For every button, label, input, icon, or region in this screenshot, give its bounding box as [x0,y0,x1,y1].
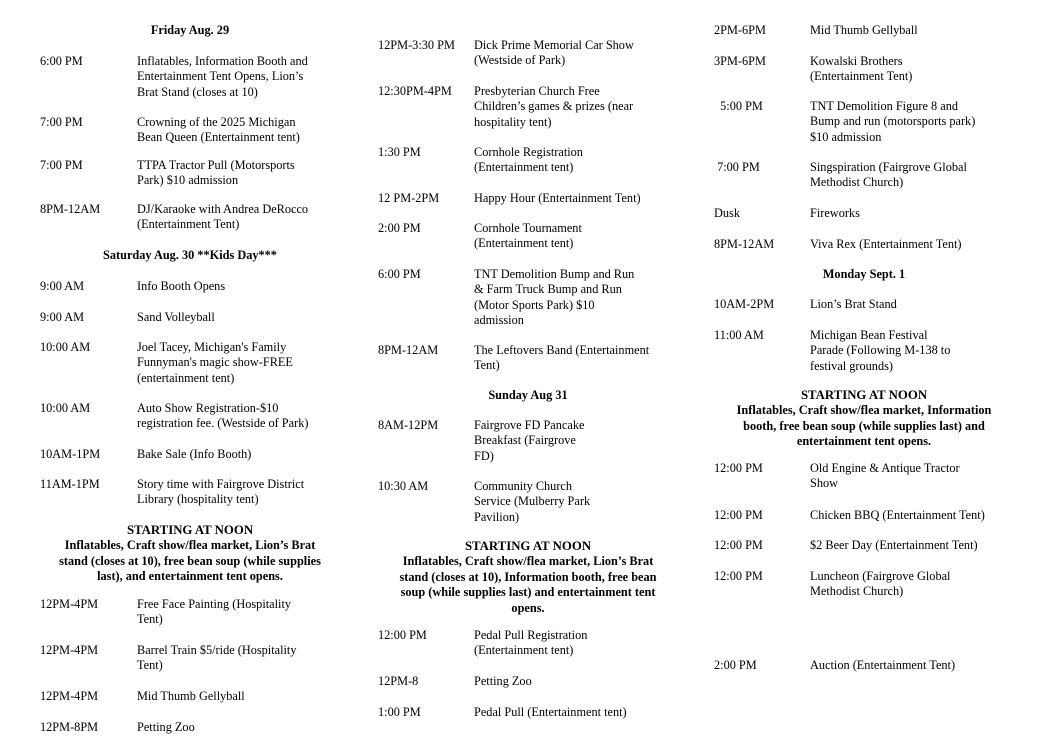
day-heading: Friday Aug. 29 [150,23,230,37]
event-description: Crowning of the 2025 Michigan Bean Queen (Entertainment tent) [137,115,300,145]
event-description: Michigan Bean Festival Parade (Following M-138 to festival grounds) [810,328,951,373]
event-time: 12PM-3:30 PM [378,38,455,52]
block-text: Inflatables, Craft show/flea market, Lion’s Brat stand (closes at 10), free bean soup (while supplies last), and entertainment tent opens. [59,538,321,584]
event-time: Dusk [714,206,740,220]
event-description: Free Face Painting (Hospitality Tent) [137,597,292,627]
event-description: TTPA Tractor Pull (Motorsports Park) $10 admission [137,158,295,188]
event-time: 12 PM-2PM [378,191,440,205]
event-description: DJ/Karaoke with Andrea DeRocco (Entertainment Tent) [137,202,309,232]
event-time: 12PM-4PM [40,643,99,657]
event-description: Mid Thumb Gellyball [137,689,245,703]
event-description: Joel Tacey, Michigan's Family Funnyman's magic show-FREE (entertainment tent) [137,340,293,385]
block-text: Inflatables, Craft show/flea market, Lion’s Brat stand (closes at 10), Information booth, free bean soup (while supplies last) and entertainment tent opens. [399,554,657,615]
event-time: 7:00 PM [40,158,83,172]
event-description: Petting Zoo [137,720,195,734]
event-description: Pedal Pull Registration (Entertainment tent) [474,628,588,658]
event-description: Story time with Fairgrove District Library (hospitality tent) [137,477,305,507]
event-time: 9:00 AM [40,310,85,324]
event-description: Info Booth Opens [137,279,226,293]
event-time: 11:00 AM [714,328,764,342]
block-text: Inflatables, Craft show/flea market, Information booth, free bean soup (while supplies last) and entertainment tent opens. [736,403,992,449]
event-description: Cornhole Tournament (Entertainment tent) [474,221,582,251]
event-description: Dick Prime Memorial Car Show (Westside of Park) [474,38,634,68]
event-time: 8PM-12AM [714,237,775,251]
event-description: Presbyterian Church Free Children’s games & prizes (near hospitality tent) [474,84,634,129]
day-heading: Saturday Aug. 30 **Kids Day*** [103,248,277,262]
event-description: Lion’s Brat Stand [810,297,897,311]
event-description: Mid Thumb Gellyball [810,23,918,37]
event-time: 10:00 AM [40,340,91,354]
event-description: Community Church Service (Mulberry Park Pavilion) [474,479,591,524]
event-description: TNT Demolition Bump and Run & Farm Truck Bump and Run (Motor Sports Park) $10 admission [474,267,635,328]
event-description: Fairgrove FD Pancake Breakfast (Fairgrove FD) [474,418,585,463]
event-time: 1:00 PM [378,705,421,719]
block-title: STARTING AT NOON [464,539,592,553]
event-time: 12:30PM-4PM [378,84,452,98]
event-description: Bake Sale (Info Booth) [137,447,252,461]
block-title: STARTING AT NOON [126,523,254,537]
event-time: 10:30 AM [378,479,429,493]
event-time: 10AM-1PM [40,447,101,461]
event-description: Pedal Pull (Entertainment tent) [474,705,627,719]
block-title: STARTING AT NOON [800,388,928,402]
event-time: 6:00 PM [378,267,421,281]
event-time: 11AM-1PM [40,477,100,491]
event-description: Barrel Train $5/ride (Hospitality Tent) [137,643,297,673]
starting-at-noon-block [378,539,678,616]
schedule-column-1 [40,0,340,750]
event-description: TNT Demolition Figure 8 and Bump and run (motorsports park) $10 admission [810,99,976,144]
event-description: Happy Hour (Entertainment Tent) [474,191,641,205]
event-description: Chicken BBQ (Entertainment Tent) [810,508,985,522]
event-description: $2 Beer Day (Entertainment Tent) [810,538,978,552]
event-description: Petting Zoo [474,674,532,688]
event-time: 3PM-6PM [714,54,766,68]
event-description: Cornhole Registration (Entertainment tent) [474,145,583,175]
event-description: Viva Rex (Entertainment Tent) [810,237,962,251]
event-description: Auto Show Registration-$10 registration fee. (Westside of Park) [137,401,309,431]
event-description: Fireworks [810,206,860,220]
event-time: 8AM-12PM [378,418,439,432]
event-time: 5:00 PM [714,99,763,113]
event-time: 10AM-2PM [714,297,775,311]
starting-at-noon-block [40,523,340,585]
event-description: Luncheon (Fairgrove Global Methodist Church) [810,569,951,599]
event-time: 8PM-12AM [378,343,439,357]
event-description: Kowalski Brothers (Entertainment Tent) [810,54,913,84]
event-time: 12:00 PM [714,569,763,583]
event-time: 6:00 PM [40,54,83,68]
event-time: 2:00 PM [714,658,757,672]
event-time: 12:00 PM [714,461,763,475]
event-time: 2:00 PM [378,221,421,235]
event-time: 12PM-4PM [40,597,99,611]
event-description: Auction (Entertainment Tent) [810,658,956,672]
event-time: 12:00 PM [714,538,763,552]
event-time: 12:00 PM [378,628,427,642]
schedule-column-3 [714,0,1014,750]
event-time: 12:00 PM [714,508,763,522]
event-time: 12PM-8PM [40,720,99,734]
event-time: 8PM-12AM [40,202,101,216]
day-heading: Monday Sept. 1 [822,267,906,281]
event-time: 1:30 PM [378,145,421,159]
event-description: Inflatables, Information Booth and Entertainment Tent Opens, Lion’s Brat Stand (closes at 10) [137,54,308,99]
event-time: 2PM-6PM [714,23,766,37]
event-time: 10:00 AM [40,401,91,415]
event-description: The Leftovers Band (Entertainment Tent) [474,343,650,373]
schedule-column-2 [378,0,678,750]
event-time: 7:00 PM [714,160,760,174]
event-time: 12PM-8 [378,674,419,688]
starting-at-noon-block [714,388,1014,450]
event-time: 7:00 PM [40,115,83,129]
event-description: Sand Volleyball [137,310,215,324]
event-time: 12PM-4PM [40,689,99,703]
event-description: Singspiration (Fairgrove Global Methodist Church) [810,160,967,190]
event-time: 9:00 AM [40,279,85,293]
day-heading: Sunday Aug 31 [488,388,568,402]
event-description: Old Engine & Antique Tractor Show [810,461,960,491]
